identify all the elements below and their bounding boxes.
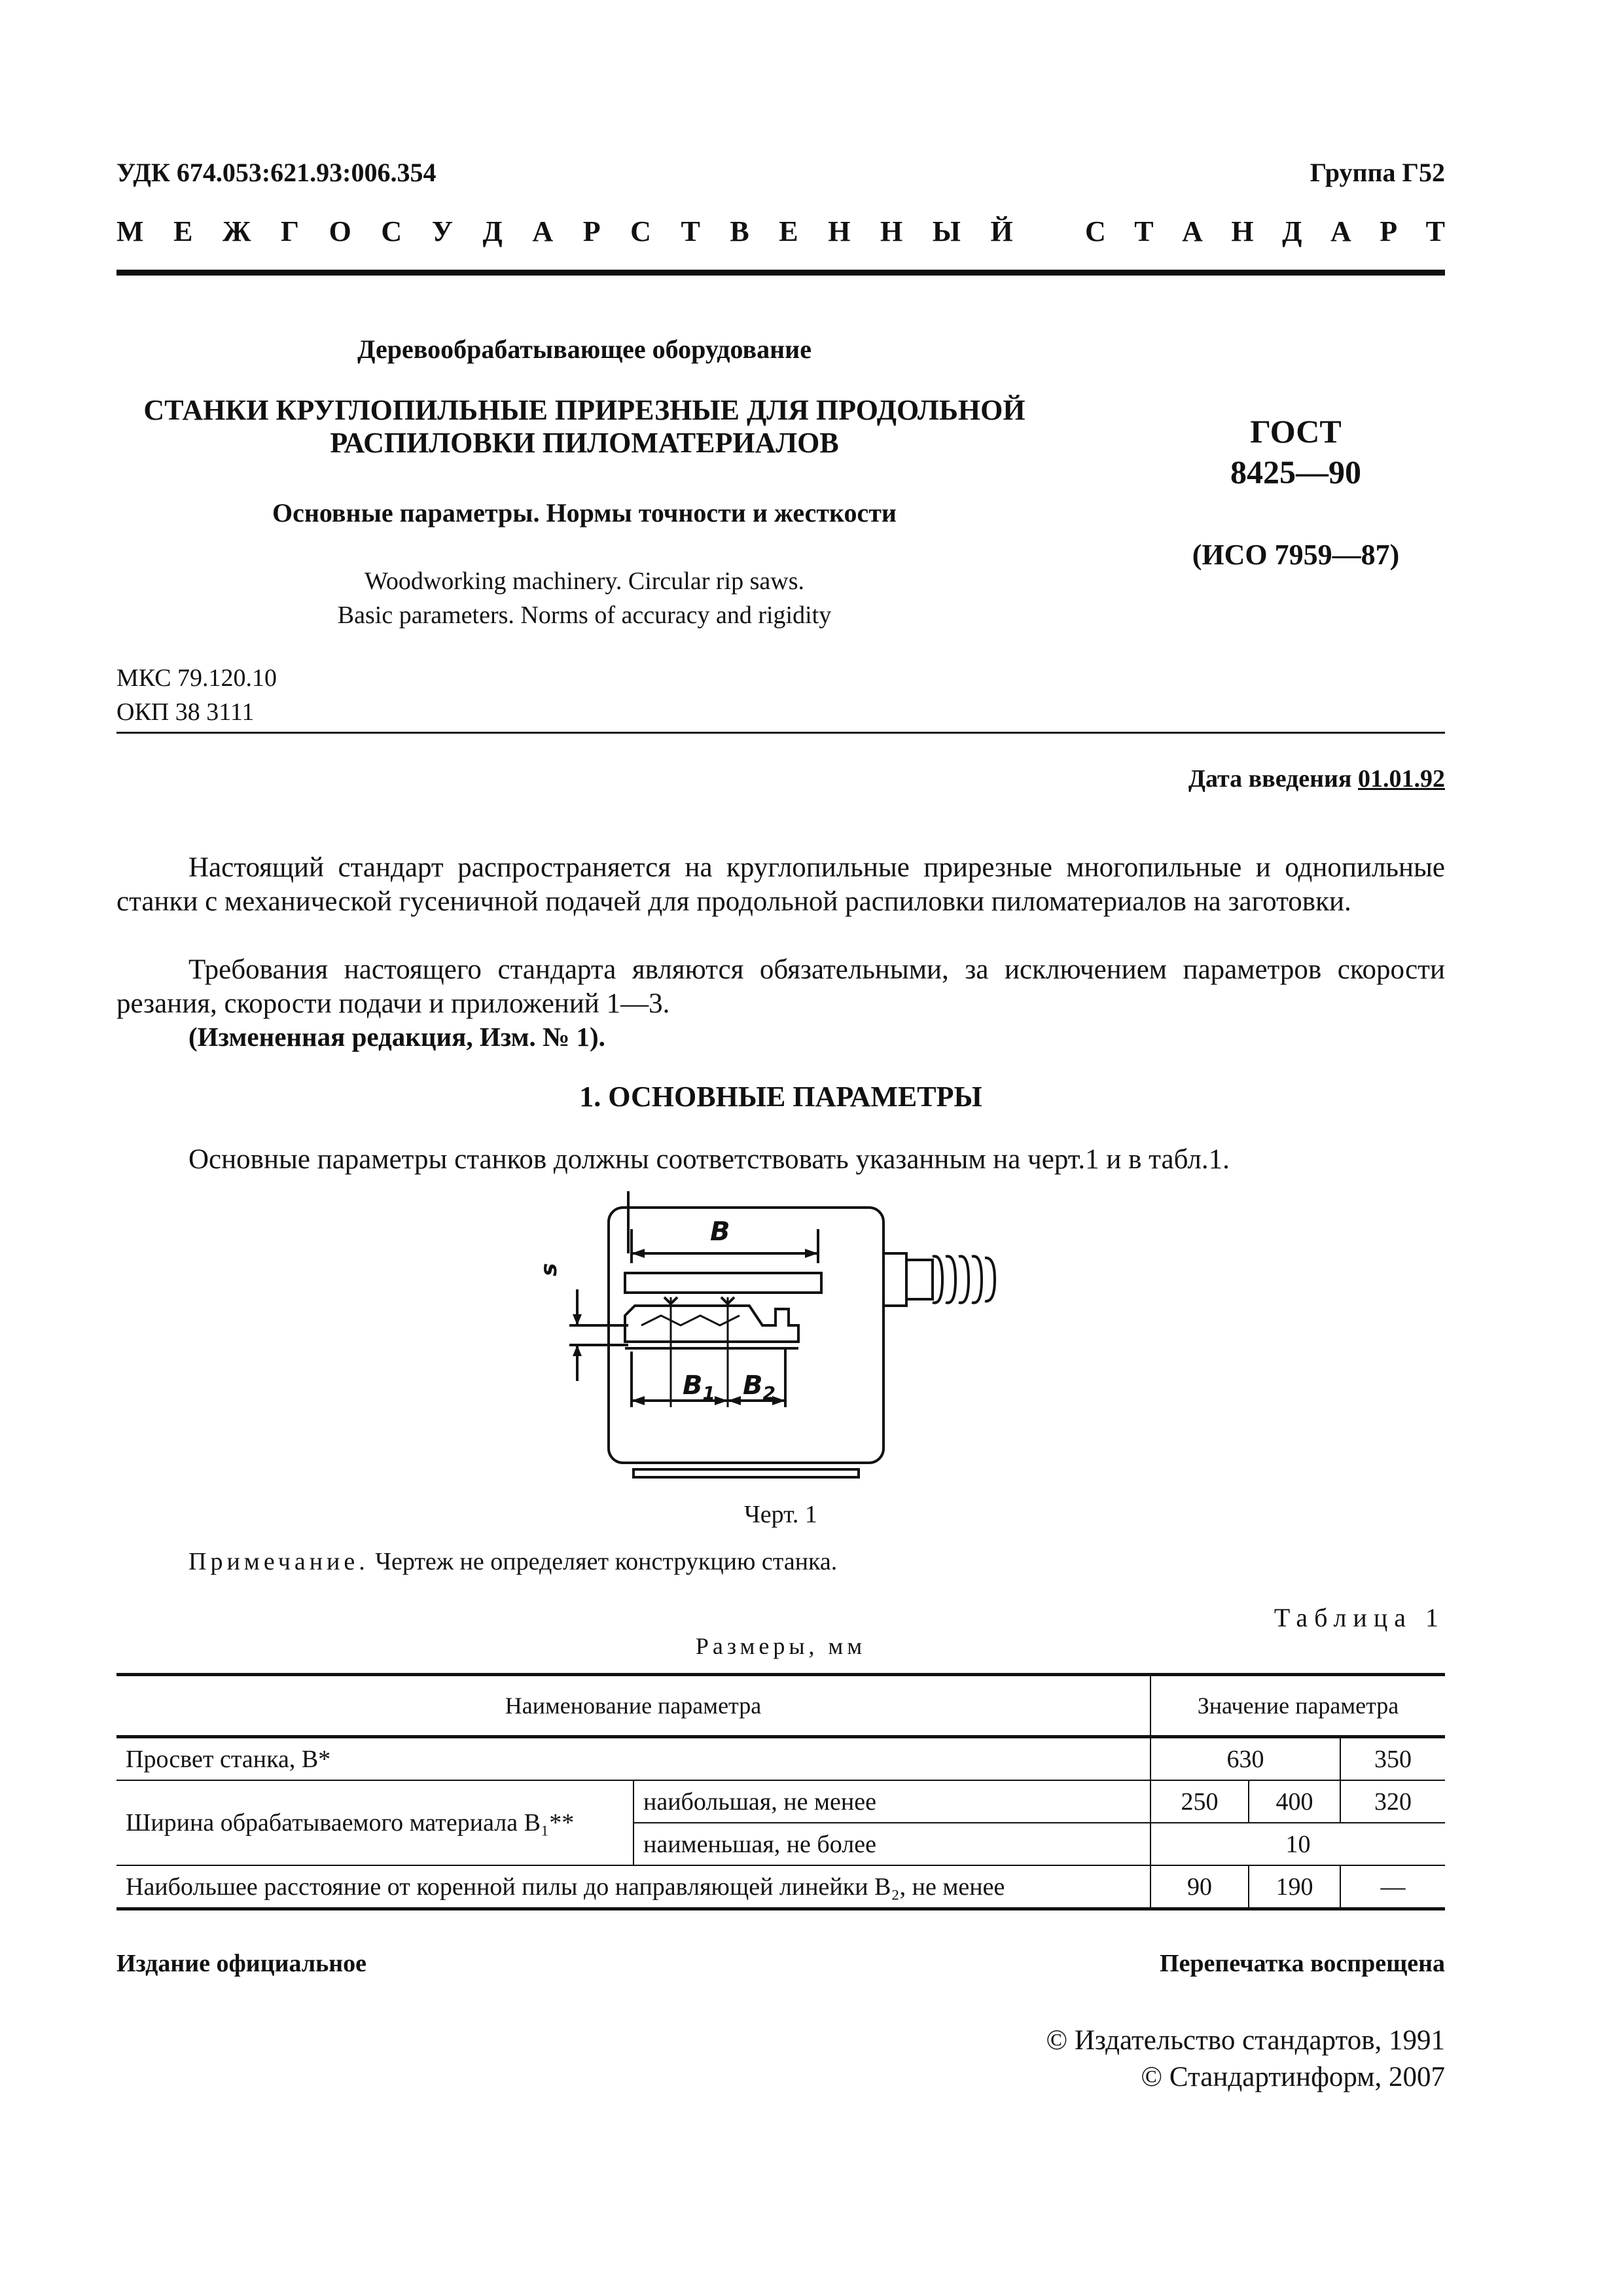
standard-type-word-1-letter: М — [116, 215, 144, 247]
amendment-note: (Измененная редакция, Изм. № 1). — [188, 1022, 605, 1052]
parameters-table — [116, 1673, 1445, 1910]
english-title-line-2: Basic parameters. Norms of accuracy and rigidity — [337, 601, 832, 629]
iso-reference: (ИСО 7959—87) — [1192, 539, 1400, 571]
standard-type-word-2-letter: Д — [1282, 215, 1302, 247]
intro-date-label: Дата введения — [1188, 765, 1352, 793]
gost-designation — [1139, 411, 1453, 492]
main-title-line-1: СТАНКИ КРУГЛОПИЛЬНЫЕ ПРИРЕЗНЫЕ ДЛЯ ПРОДОЛЬНОЙ — [143, 394, 1026, 426]
standard-type-word-1-letter: Е — [779, 215, 798, 247]
standard-type-word-1-letter: Т — [681, 215, 700, 247]
standard-type-word-1-letter: У — [431, 215, 453, 247]
standard-type-word-1-letter: С — [630, 215, 651, 247]
label-b2: $B_2$ — [743, 1371, 776, 1404]
mks-code: МКС 79.120.10 — [116, 664, 277, 692]
upper-plate — [625, 1273, 821, 1293]
machine-drawing — [524, 1191, 1034, 1492]
table-units: Размеры, мм — [695, 1633, 866, 1659]
standard-type-word-2-letter: Т — [1134, 215, 1154, 247]
row1-value-2: 350 — [1340, 1737, 1445, 1781]
drawing-note — [188, 1547, 837, 1576]
standard-type-word-2-letter: А — [1182, 215, 1203, 247]
standard-type-word-1-letter: Г — [281, 215, 300, 247]
standard-type-word-1-letter: О — [329, 215, 351, 247]
row3-value-1: 90 — [1150, 1865, 1249, 1909]
row2a-sub: наибольшая, не менее — [633, 1780, 1150, 1823]
main-title-line-2: РАСПИЛОВКИ ПИЛОМАТЕРИАЛОВ — [330, 427, 839, 459]
label-b: B — [710, 1217, 730, 1247]
table-row — [116, 1865, 1445, 1909]
edition-label: Издание официальное — [116, 1950, 367, 1977]
paragraph-requirements: Требования настоящего стандарта являются обязательными, за исключением параметров скорости резания, скорости подачи и приложений 1—3. — [116, 954, 1445, 1019]
header-parameter-name: Наименование параметра — [116, 1675, 1150, 1737]
drawing-caption: Черт. 1 — [744, 1501, 817, 1528]
standard-type-heading — [116, 215, 1445, 248]
row2b-sub: наименьшая, не более — [633, 1823, 1150, 1865]
row2a-value-3: 320 — [1340, 1780, 1445, 1823]
standard-type-word-1-letter: А — [532, 215, 554, 247]
row3-value-3: — — [1340, 1865, 1445, 1909]
subtitle: Основные параметры. Нормы точности и жесткости — [272, 498, 897, 528]
english-title-line-1: Woodworking machinery. Circular rip saws. — [365, 567, 804, 595]
paragraph-parameters: Основные параметры станков должны соответствовать указанным на черт.1 и в табл.1. — [188, 1144, 1230, 1175]
table-row — [116, 1780, 1445, 1823]
note-text: Чертеж не определяет конструкцию станка. — [368, 1548, 838, 1575]
intro-date-value: 01.01.92 — [1358, 765, 1445, 793]
machine-frame — [609, 1208, 883, 1463]
machine-base — [633, 1469, 859, 1477]
category-title: Деревообрабатывающее оборудование — [357, 334, 812, 364]
row2b-value: 10 — [1150, 1823, 1445, 1865]
title-bottom-rule — [116, 732, 1445, 734]
standard-type-word-1-letter: Н — [880, 215, 903, 247]
row1-name: Просвет станка, B* — [116, 1737, 1150, 1781]
dim-s-arrows — [573, 1314, 582, 1356]
table-caption: Таблица 1 — [1274, 1603, 1445, 1632]
classification-codes — [116, 661, 277, 729]
label-s: s — [536, 1263, 562, 1276]
section-title: 1. ОСНОВНЫЕ ПАРАМЕТРЫ — [579, 1081, 982, 1113]
group-code: Группа Г52 — [1310, 158, 1445, 187]
english-title — [116, 564, 1052, 632]
standard-type-word-2-letter: С — [1085, 215, 1106, 247]
copyright-2: © Стандартинформ, 2007 — [1141, 2062, 1445, 2092]
note-prefix: Примечание. — [188, 1548, 369, 1575]
udk-code: УДК 674.053:621.93:006.354 — [116, 158, 437, 187]
row2-name: Ширина обрабатываемого материала B₁** — [116, 1780, 633, 1865]
okp-code: ОКП 38 3111 — [116, 698, 255, 726]
row3-name: Наибольшее расстояние от коренной пилы до направляющей линейки B₂, не менее — [116, 1865, 1150, 1909]
motor-body — [906, 1260, 933, 1299]
standard-type-word-1-letter: Д — [482, 215, 503, 247]
standard-type-word-2-letter: Р — [1380, 215, 1398, 247]
standard-type-word-1-letter: Ы — [932, 215, 961, 247]
header-rule — [116, 270, 1445, 276]
copyright-1: © Издательство стандартов, 1991 — [1046, 2025, 1445, 2056]
motor-flange — [883, 1253, 906, 1306]
standard-type-word-1 — [116, 215, 1013, 248]
table-header-row — [116, 1675, 1445, 1737]
intro-date — [1188, 764, 1445, 793]
feed-track — [625, 1306, 798, 1342]
standard-type-word-1-letter: Й — [990, 215, 1013, 247]
row1-value-1: 630 — [1150, 1737, 1340, 1781]
copyright-block — [1046, 2022, 1445, 2096]
standard-type-word-1-letter: Ж — [222, 215, 251, 247]
table-row — [116, 1737, 1445, 1781]
row2a-value-1: 250 — [1150, 1780, 1249, 1823]
standard-type-word-1-letter: Е — [173, 215, 193, 247]
header-parameter-value: Значение параметра — [1150, 1675, 1445, 1737]
saw-markers — [664, 1297, 734, 1304]
row3-value-2: 190 — [1249, 1865, 1340, 1909]
standard-type-word-2-letter: Н — [1231, 215, 1254, 247]
workpiece-hatch — [641, 1316, 740, 1325]
standard-type-word-2-letter: Т — [1425, 215, 1445, 247]
reprint-notice: Перепечатка воспрещена — [1159, 1950, 1445, 1977]
paragraph-scope: Настоящий стандарт распространяется на круглопильные прирезные многопильные и однопильные станки с механической гусеничной подачей для продольной распиловки пиломатериалов на заготовки. — [116, 852, 1445, 917]
row2a-value-2: 400 — [1249, 1780, 1340, 1823]
standard-type-word-1-letter: Н — [828, 215, 851, 247]
motor-fins — [933, 1256, 995, 1302]
main-title — [116, 394, 1052, 459]
standard-type-word-1-letter: Р — [582, 215, 601, 247]
gost-label: ГОСТ — [1250, 413, 1342, 450]
standard-type-word-2-letter: А — [1330, 215, 1351, 247]
standard-type-word-1-letter: В — [730, 215, 749, 247]
label-b1: $B_1$ — [683, 1371, 715, 1404]
standard-type-word-2 — [1085, 215, 1445, 248]
gost-number: 8425—90 — [1230, 454, 1361, 490]
standard-type-word-1-letter: С — [381, 215, 402, 247]
